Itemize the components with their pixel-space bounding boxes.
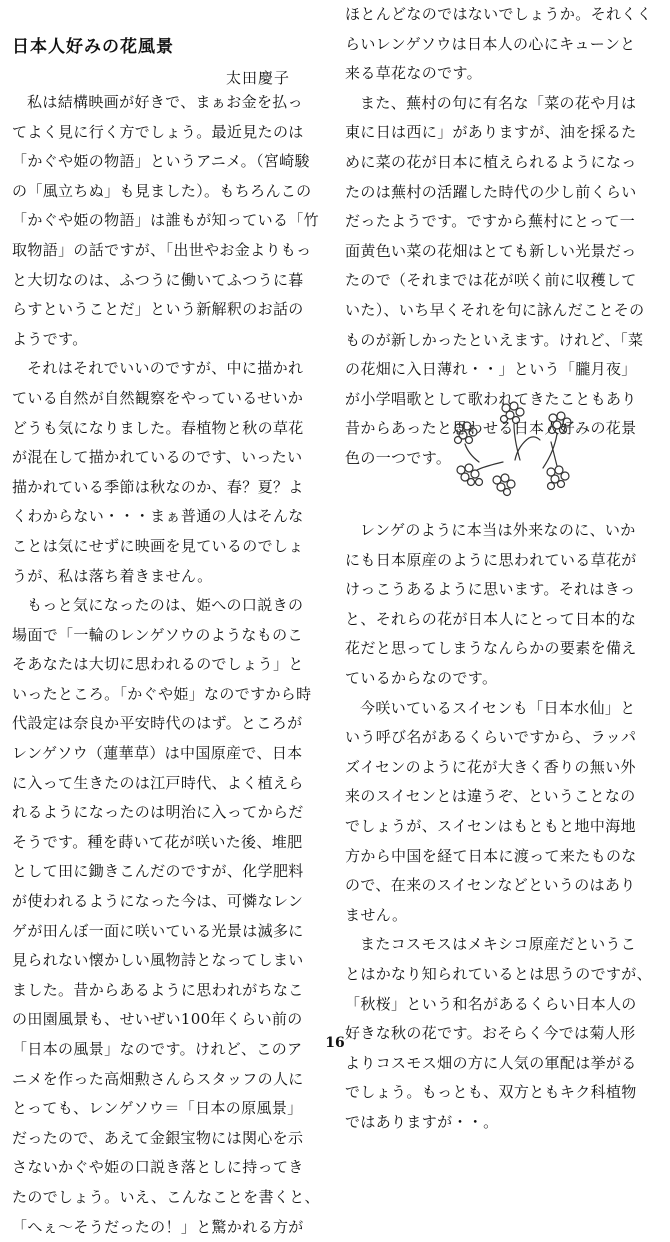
text-line: 「秋桜」という和名があるくらい日本人の [345, 994, 637, 1013]
text-line: 昔からあったと思わせる日本人好みの花景 [345, 419, 637, 438]
flower-cluster-icon [547, 442, 569, 490]
text-line: らいレンゲソウは日本人の心にキューンと [345, 34, 636, 53]
text-line: 来る草花なのです。 [345, 64, 482, 83]
text-line: ているからなのです。 [345, 668, 498, 687]
text-line: レンゲソウ（蓮華草）は中国原産で、日本 [12, 744, 303, 763]
text-line: もっと気になったのは、姫への口説きの [27, 596, 304, 615]
text-line: ている自然が自然観察をやっているせいか [12, 388, 304, 407]
text-line: そうです。種を蒔いて花が咲いた後、堆肥 [12, 832, 303, 851]
text-line: 見られない懐かしい風物詩となってしまい [12, 951, 304, 970]
text-line: の「風立ちぬ」も見ました）。もちろんこの [12, 181, 312, 200]
text-line: 好きな秋の花です。おそらく今では菊人形 [345, 1024, 636, 1043]
left-body-text [12, 88, 330, 1242]
text-line: 「かぐや姫の物語」は誰もが知っている「竹 [12, 211, 320, 230]
text-line: だったので、あえて金銀宝物には関心を示 [12, 1128, 304, 1147]
text-line: いったところ。「かぐや姫」なのですから時 [12, 684, 312, 703]
text-line: 私は結構映画が好きで、まぁお金を払っ [27, 93, 304, 111]
text-line: とはかなり知られているとは思うのですが、 [345, 964, 653, 983]
text-line: と、それらの花が日本人にとって日本的な [345, 609, 637, 628]
flower-cluster-icon [457, 462, 503, 486]
text-line: と大切なのは、ふつうに働いてふつうに暮 [12, 270, 304, 289]
text-line: てよく見に行く方でしょう。最近見たのは [12, 122, 304, 141]
text-line: れるようになったのは明治に入ってからだ [12, 803, 304, 822]
text-line: でしょう。もっとも、双方ともキク科植物 [345, 1083, 637, 1102]
text-line: いう呼び名があるくらいですから、ラッパ [345, 728, 637, 747]
text-line: たのでしょう。いえ、こんなことを書くと、 [12, 1187, 320, 1206]
text-line: の田園風景も、せいぜい100年くらい前の [12, 1010, 303, 1029]
text-line: けっこうあるように思います。それはきっ [345, 580, 636, 599]
text-line: それはそれでいいのですが、中に描かれ [27, 359, 304, 378]
text-line: の花畑に入日薄れ・・」という「朧月夜」 [345, 360, 637, 379]
text-line: くわからない・・・まぁ普通の人はそんな [12, 507, 304, 526]
text-line: が混在して描かれているのです、いったい [12, 448, 303, 467]
text-line: として田に鋤きこんだのですが、化学肥料 [12, 862, 304, 881]
text-line: そあなたは大切に思われるのでしょう」と [12, 655, 304, 674]
article-title: 日本人好みの花風景 [12, 37, 174, 57]
text-line: が使われるようになった今は、可憐なレン [12, 892, 304, 911]
text-line: 今咲いているスイセンも「日本水仙」と [360, 698, 636, 717]
text-line: ゲが田んぼ一面に咲いている光景は滅多に [12, 921, 304, 940]
text-line: ません。 [345, 905, 408, 924]
text-line: 「へぇ～そうだったの！」と驚かれる方が [12, 1217, 304, 1236]
text-line: 「かぐや姫の物語」というアニメ。（宮崎駿 [12, 152, 310, 171]
text-line: うが、私は落ち着きません。 [12, 566, 213, 585]
text-line: さないかぐや姫の口説き落としに持ってき [12, 1158, 304, 1177]
page-number: 16 [325, 1035, 345, 1051]
text-line: ではありますが・・。 [345, 1112, 499, 1131]
text-line: 描かれている季節は秋なのか、春？夏？よ [12, 477, 304, 496]
text-line: ので、在来のスイセンなどというのはあり [345, 876, 636, 895]
text-line: レンゲのように本当は外来なのに、いか [360, 521, 636, 539]
flower-cluster-icon [543, 412, 571, 468]
text-line: 面黄色い菜の花畑はとても新しい光景だっ [345, 241, 637, 260]
text-line: 色の一つです。 [345, 448, 452, 467]
text-line: ものが新しかったといえます。けれど、「菜 [345, 330, 644, 349]
text-line: が小学唱歌として歌われてきたこともあり [345, 389, 637, 408]
text-line: また、蕪村の句に有名な「菜の花や月は [360, 93, 637, 112]
text-line: だったようです。ですから蕪村にとって一 [345, 212, 636, 231]
text-line: ズイセンのように花が大きく香りの無い外 [345, 757, 636, 776]
article-author: 太田慶子 [226, 69, 291, 87]
text-line: 花だと思ってしまうなんらかの要素を備え [345, 639, 637, 658]
text-line: よりコスモス畑の方に人気の軍配は挙がる [345, 1053, 637, 1072]
flower-cluster-icon [455, 422, 480, 462]
text-line: に入って生きたのは江戸時代、よく植えら [12, 773, 304, 792]
text-line: たので（それまでは花が咲く前に収穫して [345, 271, 637, 290]
text-line: とっても、レンゲソウ＝「日本の原風景」 [12, 1099, 303, 1118]
text-line: 取物語」の話ですが、「出世やお金よりもっ [12, 240, 312, 259]
text-line: たのは蕪村の活躍した時代の少し前くらい [345, 182, 637, 201]
text-line: めに菜の花が日本に植えられるようになっ [345, 152, 637, 171]
text-line: にも日本原産のように思われている草花が [345, 550, 637, 569]
text-line: ほとんどなのではないでしょうか。それくく [345, 5, 653, 23]
text-line: ようです。 [12, 329, 88, 348]
text-line: 「日本の風景」なのです。けれど、このア [12, 1040, 303, 1058]
flower-cluster-icon [501, 402, 525, 460]
text-line: ことは気にせずに映画を見ているのでしょ [12, 536, 304, 555]
text-line: 代設定は奈良か平安時代のはず。ところが [12, 714, 303, 733]
text-line: いた）、いち早くそれを句に詠んだことその [345, 300, 645, 319]
text-line: ました。昔からあるように思われがちなこ [12, 980, 304, 999]
text-line: 場面で「一輪のレンゲソウのようなものこ [12, 625, 303, 644]
text-line: 来のスイセンとは違うぞ、ということなの [345, 787, 636, 806]
text-line: ニメを作った高畑勲さんらスタッフの人に [12, 1069, 304, 1088]
text-line: 東に日は西に」がありますが、油を採るた [345, 123, 637, 142]
text-line: どうも気になりました。春植物と秋の草花 [12, 418, 304, 437]
text-line: またコスモスはメキシコ原産だというこ [360, 935, 637, 954]
flower-cluster-icon [493, 474, 515, 496]
text-line: 方から中国を経て日本に渡って来たものな [345, 846, 637, 865]
renge-flowers-illustration [445, 400, 585, 515]
text-line: でしょうが、スイセンはもともと地中海地 [345, 816, 636, 835]
text-line: らすということだ」という新解釈のお話の [12, 300, 304, 319]
